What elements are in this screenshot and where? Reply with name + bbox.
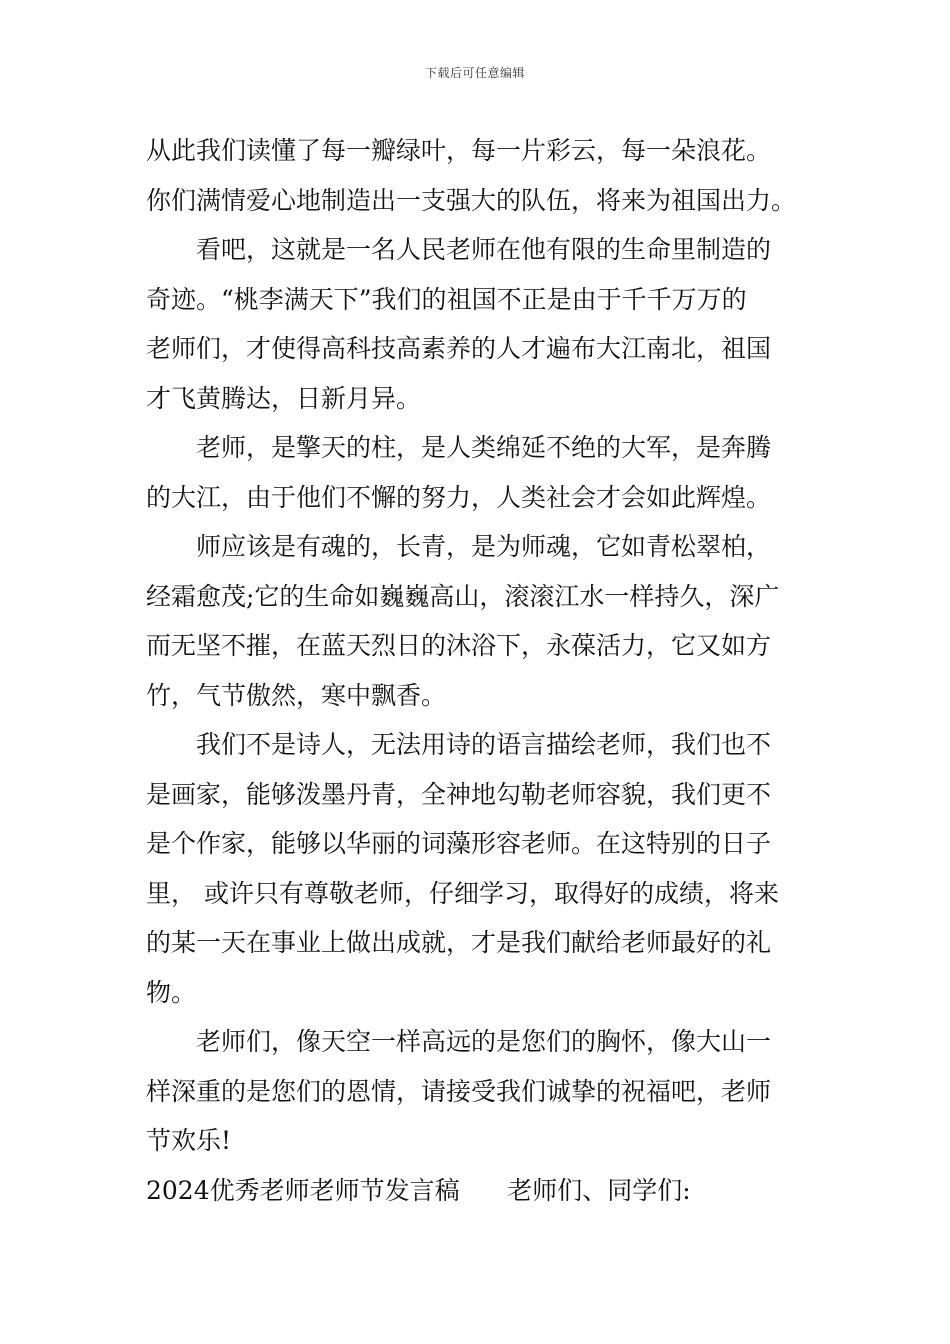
text-line: 从此我们读懂了每一瓣绿叶，每一片彩云，每一朵浪花。 bbox=[146, 136, 772, 165]
text-line: 是个作家，能够以华丽的词藻形容老师。在这特别的日子 bbox=[146, 829, 772, 858]
text-line: 奇迹。“桃李满天下”我们的祖国不正是由于千千万万的 bbox=[146, 284, 747, 314]
text-line: 样深重的是您们的恩情，请接受我们诚挚的祝福吧，老师 bbox=[146, 1076, 772, 1106]
text-line: 节欢乐! bbox=[146, 1126, 232, 1155]
text-line: 的大江，由于他们不懈的努力，人类社会才会如此辉煌。 bbox=[146, 482, 772, 512]
next-speech-title: 2024优秀老师老师节发言稿 老师们、同学们: bbox=[146, 1175, 691, 1205]
text-line: 经霜愈茂;它的生命如巍巍高山，滚滚江水一样持久，深广 bbox=[146, 581, 780, 611]
paragraph-start: 我们不是诗人，无法用诗的语言描绘老师，我们也不 bbox=[196, 730, 772, 759]
text-line: 里， 或许只有尊敬老师，仔细学习，取得好的成绩，将来 bbox=[146, 878, 779, 908]
text-line: 而无坚不摧，在蓝天烈日的沐浴下，永葆活力，它又如方 bbox=[146, 631, 772, 660]
paragraph-start: 老师们，像天空一样高远的是您们的胸怀，像大山一 bbox=[196, 1027, 772, 1056]
page-header: 下载后可任意编辑 bbox=[424, 66, 525, 80]
text-line: 老师们，才使得高科技高素养的人才遍布大江南北，祖国 bbox=[146, 334, 772, 363]
text-line: 竹，气节傲然，寒中飘香。 bbox=[146, 680, 447, 710]
text-line: 物。 bbox=[146, 977, 197, 1007]
paragraph-start: 师应该是有魂的，长青，是为师魂，它如青松翠柏， bbox=[196, 532, 772, 561]
text-line: 的某一天在事业上做出成就，才是我们献给老师最好的礼 bbox=[146, 928, 772, 957]
document-body bbox=[146, 126, 810, 1215]
text-line: 你们满情爱心地制造出一支强大的队伍，将来为祖国出力。 bbox=[146, 185, 797, 215]
text-line: 是画家，能够泼墨丹青，全神地勾勒老师容貌，我们更不 bbox=[146, 779, 772, 809]
paragraph-start: 看吧，这就是一名人民老师在他有限的生命里制造的 bbox=[196, 235, 772, 264]
text-line: 才飞黄腾达，日新月异。 bbox=[146, 383, 422, 413]
paragraph-start: 老师，是擎天的柱，是人类绵延不绝的大军，是奔腾 bbox=[196, 433, 772, 462]
